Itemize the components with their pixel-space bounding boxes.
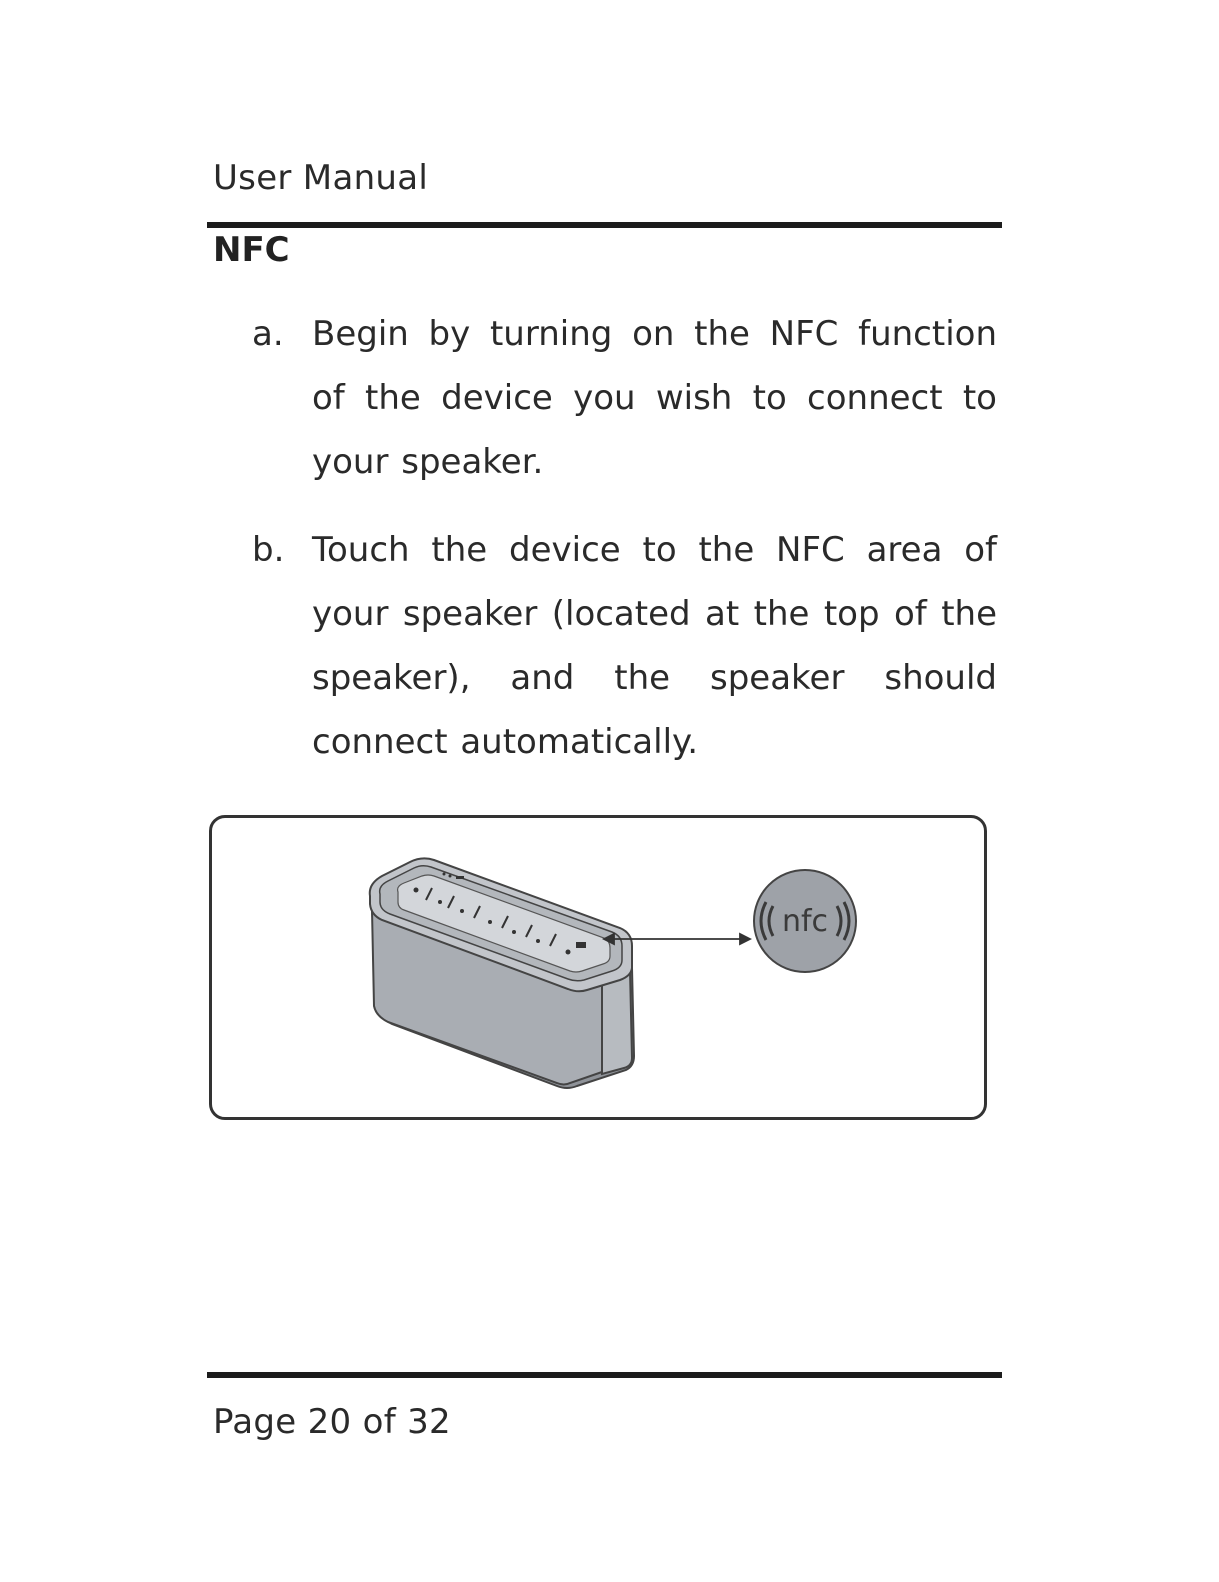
step-marker: a.: [252, 314, 284, 354]
step-text: Begin by turning on the NFC function of the device you wish to connect to your speaker.: [312, 314, 997, 482]
speaker-illustration: [370, 858, 634, 1088]
step-marker: b.: [252, 530, 285, 570]
step-text: Touch the device to the NFC area of your speaker (located at the top of the speaker), and the speaker should connect automatically.: [312, 530, 997, 762]
nfc-illustration: [212, 818, 984, 1117]
nfc-badge-label: nfc: [781, 904, 829, 939]
running-header: User Manual: [213, 158, 429, 198]
section-title: NFC: [213, 230, 290, 270]
nfc-illustration-frame: [209, 815, 987, 1120]
nfc-badge-icon: [754, 870, 856, 972]
step-item-a: [252, 302, 997, 494]
step-item-b: [252, 518, 997, 774]
header-divider: [207, 222, 1002, 228]
page-number: Page 20 of 32: [213, 1402, 451, 1442]
footer-divider: [207, 1372, 1002, 1378]
